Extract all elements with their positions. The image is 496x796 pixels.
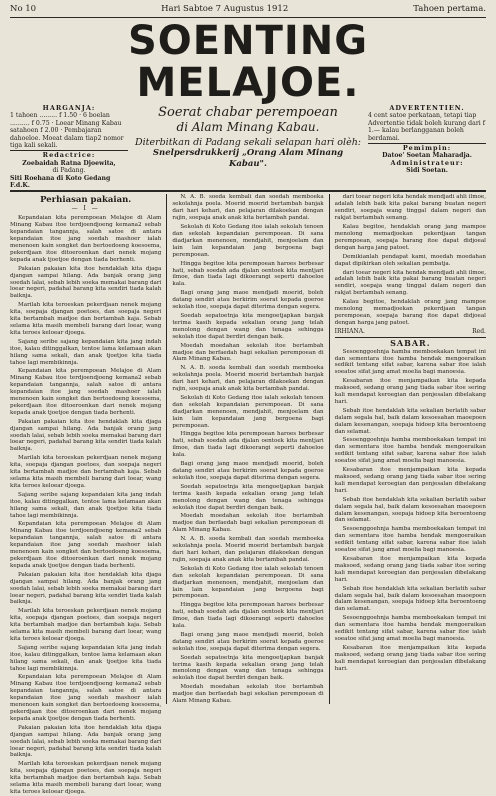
column-divider [166,194,167,704]
paragraph: Soedah sepatoetnja kita mengoetjapkan banjak terima kasih kepada sekalian orang jang telah menolong dengan wang dan tenaga sehingga sekolah itoe dapat berdiri dengan baik. [172,654,324,682]
paragraph: Marilah kita teroeskan pekerdjaan nenek mojang kita, soepaja djangan poetoes, dan soepaja negeri kita bertambah madjoe dan bertambah kaja. Sebab selama kita masih membeli barang dari loear, wang kita teroes keloear djoega. [10,455,162,489]
header-rule [10,190,486,192]
prices-title: HARGANJA: [42,104,96,112]
paragraph: Kepandaian kita perempoean Melajoe di Alam Minang Kabau itoe terdjoendjoeng kemana2 sebab kepandaian tangannja, salah satoe di antara kepandaian itoe jang soedah mashoer ialah menenoen kain songket dan bertoedoeng koesoema, pekerdjaan itoe ditoeroenkan dari nenek mojang kepada anak tjoetjoe dengan tiada berhenti. [10,215,162,263]
header-left [10,105,128,189]
paragraph: Sajang seribe sajang kepandaian kita jang indah itoe, kalau ditinggalkan, tentoe lama kelamaan akan hilang sama sekali, dan anak tjoetjoe kita tiada tahoe lagi membikinnja. [10,644,162,672]
paragraph: Bagi orang jang maoe mendjadi moerid, boleh datang sendiri atau berkirim soerat kepada goeroe sekolah itoe, soepaja dapat diterima dengan segera. [172,631,324,652]
paragraph: Sebab itoe hendaklah kita sekalian berlatih sabar dalam segala hal, baik dalam kesoesahan maoepoen dalam kesenangan, soepaja hidoep kita beroentoeng dan selamat. [334,407,486,435]
adv-title: ADVERTENTIEN. [389,104,465,112]
paragraph: Pakaian pakaian kita itoe hendaklah kita djaga djangan sampai hilang. Ada banjak orang jang soedah lalai, sebab lebih soeka memakai barang dari loear negeri, padahal barang kita sendiri tiada kalah baiknja. [10,418,162,453]
paragraph: Kepandaian kita perempoean Melajoe di Alam Minang Kabau itoe terdjoendjoeng kemana2 sebab kepandaian tangannja, salah satoe di antara kepandaian itoe jang soedah mashoer ialah menenoen kain songket dan bertoedoeng koesoema, pekerdjaan itoe ditoeroenkan dari nenek mojang kepada anak tjoetjoe dengan tiada berhenti. [10,521,162,569]
paragraph: Kepandaian kita perempoean Melajoe di Alam Minang Kabau itoe terdjoendjoeng kemana2 sebab kepandaian tangannja, salah satoe di antara kepandaian itoe jang soedah mashoer ialah menenoen kain songket dan bertoedoeng koesoema, pekerdjaan itoe ditoeroenkan dari nenek mojang kepada anak tjoetjoe dengan tiada berhenti. [10,368,162,416]
editor-name: Zoebaidah Ratna Djoewita, [22,159,116,167]
sabar-title: SABAR. [390,337,431,348]
column-divider [329,194,330,704]
paragraph: Bagi orang jang maoe mendjadi moerid, boleh datang sendiri atau berkirim soerat kepada goeroe sekolah itoe, soepaja dapat diterima dengan segera. [172,290,324,311]
paragraph: Hingga begitoe kita perempoean haroes berbesar hati, sebab soedah ada djalan oentoek kita mentjari ilmoe, dan tiada lagi dikoerangi seperti dahoeloe kala. [172,260,324,288]
paragraph: N. A. B. soeda kembali dan soedah memboeka sekolahnja poela. Moerid moerid bertambah banjak dari hari kehari, dan pelajaran dilakoekan dengan rajin, soepaja anak anak kita bertambah pandai. [172,194,324,222]
masthead-title: SOENTING MELAJOE. [127,18,369,106]
signature-author: IRHIANA. [334,327,365,335]
paragraph: Sesoenggoehnja hamba memboekakan tempat ini dan sementara itoe hamba hendak mengoeraikan sedikit tentang sifat sabar, karena sabar itoe ialah soeatoe sifat jang amat moelia bagi manoesia. [334,615,486,642]
admin-title: Administrateur: [390,158,464,167]
paragraph: Marilah kita teroeskan pekerdjaan nenek mojang kita, soepaja djangan poetoes, dan soepaja negeri kita bertambah madjoe dan bertambah kaja. Sebab selama kita masih membeli barang dari loear, wang kita teroes keloear djoega. [10,761,162,795]
paragraph: Sekolah di Koto Gedang itoe ialah sekolah tenoen dan sekolah kepandaian perempoean. Di sana diadjarkan menenoen, mendjahit, menjoelam dan lain lain kepandaian jang bergoena bagi perempoean. [172,565,324,600]
prices-text: 1 tahoen ......... f 1.50 · 6 boelan .......... f 0.75 · Loear Minang Kabau satahoen f 2.00 · Pembajaran dahoeloe. Moeat dalam tiap2 nomor tiga kali sekali. [10,112,124,150]
signature-red: Red. [472,327,486,335]
paragraph: Sesoenggoehnja hamba memboekakan tempat ini dan sementara itoe hamba hendak mengoeraikan sedikit tentang sifat sabar, karena sabar itoe ialah soeatoe sifat jang amat moelia bagi manoesia. [334,348,486,376]
header-middle [134,105,362,189]
paragraph: Pakaian pakaian kita itoe hendaklah kita djaga djangan sampai hilang. Ada banjak orang jang soedah lalai, sebab lebih soeka memakai barang dari loear negeri, padahal barang kita sendiri tiada kalah baiknja. [10,265,162,300]
paragraph: Kesabaran itoe menjampaikan kita kepada maksoed, sedang orang jang tiada sabar itoe sering kali mendapat keroegian dan penjesalan dibelakang hari. [334,378,486,405]
paragraph: Sekolah di Koto Gedang itoe ialah sekolah tenoen dan sekolah kepandaian perempoean. Di sana diadjarkan menenoen, mendjahit, menjoelam dan lain lain kepandaian jang bergoena bagi perempoean. [172,394,324,429]
leader-name: Datoe' Soetan Maharadja. [382,152,472,160]
header-block [10,105,486,189]
header-right [368,105,486,189]
paragraph: N. A. B. soeda kembali dan soedah memboeka sekolahnja poela. Moerid moerid bertambah banjak dari hari kehari, dan pelajaran dilakoekan dengan rajin, soepaja anak anak kita bertambah pandai. [172,365,324,393]
paragraph: Demikianlah pendapat kami, moedah moedahan dapat dipikirkan oleh sekalian pembatja. [334,253,486,267]
paragraph: dari toear negeri kita hendak mendjadi ahli ilmoe, adalah lebih baik kita pakai barang buatan negeri sendiri, soepaja wang tinggal dalam negeri dan rakjat bertambah senang. [334,269,486,297]
paragraph: Moedah moedahan sekolah itoe bertambah madjoe dan berfaedah bagi sekalian perempoean di Alam Minang Kabau. [172,513,324,534]
article-columns [10,194,486,795]
paragraph: Hingga begitoe kita perempoean haroes berbesar hati, sebab soedah ada djalan oentoek kita mentjari ilmoe, dan tiada lagi dikoerangi seperti dahoeloe kala. [172,602,324,630]
paragraph: Pakaian pakaian kita itoe hendaklah kita djaga djangan sampai hilang. Ada banjak orang jang soedah lalai, sebab lebih soeka memakai barang dari loear negeri, padahal barang kita sendiri tiada kalah baiknja. [10,571,162,606]
paragraph: Kesabaran itoe menjampaikan kita kepada maksoed, sedang orang jang tiada sabar itoe sering kali mendapat keroegian dan penjesalan dibelakang hari. [334,467,486,494]
subtitle-line-2: di Alam Minang Kabau. [176,120,320,134]
paragraph: dari toear negeri kita hendak mendjadi ahli ilmoe, adalah lebih baik kita pakai barang buatan negeri sendiri, soepaja wang tinggal dalam negeri dan rakjat bertambah senang. [334,194,486,222]
column-2 [172,194,323,704]
paragraph: Kepandaian kita perempoean Melajoe di Alam Minang Kabau itoe terdjoendjoeng kemana2 sebab kepandaian tangannja, salah satoe di antara kepandaian itoe jang soedah mashoer ialah menenoen kain songket dan bertoedoeng koesoema, pekerdjaan itoe ditoeroenkan dari nenek mojang kepada anak tjoetjoe dengan tiada berhenti. [10,674,162,722]
paragraph: Sebab itoe hendaklah kita sekalian berlatih sabar dalam segala hal, baik dalam kesoesahan maoepoen dalam kesenangan, soepaja hidoep kita beroentoeng dan selamat. [334,585,486,613]
signature-line [335,329,486,336]
admin-name: Sidi Soetan. [406,167,448,175]
paragraph: N. A. B. soeda kembali dan soedah memboeka sekolahnja poela. Moerid moerid bertambah banjak dari hari kehari, dan pelajaran dilakoekan dengan rajin, soepaja anak anak kita bertambah pandai. [172,536,324,563]
paragraph: Kalau begitoe, hendaklah orang jang mampoe menolong memadjoekan pekerdjaan tangan perempoean, soepaja barang itoe dapat didjoeal dengan harga jang patoet. [334,299,486,326]
paragraph: Sesoenggoehnja hamba memboekakan tempat ini dan sementara itoe hamba hendak mengoeraikan sedikit tentang sifat sabar, karena sabar itoe ialah soeatoe sifat jang amat moelia bagi manoesia. [334,526,486,554]
paragraph: Kalau begitoe, hendaklah orang jang mampoe menolong memadjoekan pekerdjaan tangan perempoean, soepaja barang itoe dapat didjoeal dengan harga jang patoet. [334,224,486,251]
paragraph: Soedah sepatoetnja kita mengoetjapkan banjak terima kasih kepada sekalian orang jang telah menolong dengan wang dan tenaga sehingga sekolah itoe dapat berdiri dengan baik. [172,312,324,340]
paragraph: Kesabaran itoe menjampaikan kita kepada maksoed, sedang orang jang tiada sabar itoe sering kali mendapat keroegian dan penjesalan dibelakang hari. [334,644,486,672]
adv-text: 4 cent satoe perkataan, tetapi tiap Advertentie tidak boleh kurang dari f 1.— kalau berlangganan boleh berdamai. [368,112,486,142]
paragraph: Sesoenggoehnja hamba memboekakan tempat ini dan sementara itoe hamba hendak mengoeraikan sedikit tentang sifat sabar, karena sabar itoe ialah soeatoe sifat jang amat moelia bagi manoesia. [334,437,486,465]
paragraph: Hingga begitoe kita perempoean haroes berbesar hati, sebab soedah ada djalan oentoek kita mentjari ilmoe, dan tiada lagi dikoerangi seperti dahoeloe kala. [172,431,324,459]
paragraph: Sajang seribe sajang kepandaian kita jang indah itoe, kalau ditinggalkan, tentoe lama kelamaan akan hilang sama sekali, dan anak tjoetjoe kita tiada tahoe lagi membikinnja. [10,338,162,366]
publisher-line: Diterbitkan di Padang sekali selapan hari olèh: [134,137,362,148]
paragraph: Moedah moedahan sekolah itoe bertambah madjoe dan berfaedah bagi sekalian perempoean di Alam Minang Kabau. [172,684,324,705]
paragraph: Soedah sepatoetnja kita mengoetjapkan banjak terima kasih kepada sekalian orang jang telah menolong dengan wang dan tenaga sehingga sekolah itoe dapat berdiri dengan baik. [172,483,324,511]
issue-line [10,4,486,16]
article-subtitle: — I — [71,205,100,213]
paragraph: Marilah kita teroeskan pekerdjaan nenek mojang kita, soepaja djangan poetoes, dan soepaja negeri kita bertambah madjoe dan bertambah kaja. Sebab selama kita masih membeli barang dari loear, wang kita teroes keloear djoega. [10,608,162,642]
editor-title: Redactrice: [42,151,96,160]
column-3 [335,194,486,704]
printer-name: Snelpersdrukkerij „Orang Alam Minang Kabau". [152,148,344,169]
article-title: Perhiasan pakaian. [40,195,132,206]
paragraph: Sebab itoe hendaklah kita sekalian berlatih sabar dalam segala hal, baik dalam kesoesahan maoepoen dalam kesenangan, soepaja hidoep kita beroentoeng dan selamat. [334,496,486,524]
subtitle-line-1: Soerat chabar perempoean [158,105,338,120]
paragraph: Pakaian pakaian kita itoe hendaklah kita djaga djangan sampai hilang. Ada banjak orang jang soedah lalai, sebab lebih soeka memakai barang dari loear negeri, padahal barang kita sendiri tiada kalah baiknja. [10,724,162,759]
paragraph: Kesabaran itoe menjampaikan kita kepada maksoed, sedang orang jang tiada sabar itoe sering kali mendapat keroegian dan penjesalan dibelakang hari. [334,555,486,583]
paragraph: Moedah moedahan sekolah itoe bertambah madjoe dan berfaedah bagi sekalian perempoean di Alam Minang Kabau. [172,342,324,363]
issue-year: Tahoen pertama. [413,4,486,14]
column-1 [10,194,162,795]
paragraph: Sekolah di Koto Gedang itoe ialah sekolah tenoen dan sekolah kepandaian perempoean. Di sana diadjarkan menenoen, mendjahit, menjoelam dan lain lain kepandaian jang bergoena bagi perempoean. [172,224,324,258]
editor-two: Siti Roehana di Koto Gedang F.d.K. [10,174,111,190]
paragraph: Marilah kita teroeskan pekerdjaan nenek mojang kita, soepaja djangan poetoes, dan soepaja negeri kita bertambah madjoe dan bertambah kaja. Sebab selama kita masih membeli barang dari loear, wang kita teroes keloear djoega. [10,302,162,336]
paragraph: Bagi orang jang maoe mendjadi moerid, boleh datang sendiri atau berkirim soerat kepada goeroe sekolah itoe, soepaja dapat diterima dengan segera. [172,461,324,481]
editor-place: di Padang. [52,167,86,175]
leader-title: Pemimpin: [402,144,452,153]
issue-number: No 10 [10,4,37,14]
issue-date: Hari Sabtoe 7 Augustus 1912 [161,4,289,14]
paragraph: Sajang seribe sajang kepandaian kita jang indah itoe, kalau ditinggalkan, tentoe lama kelamaan akan hilang sama sekali, dan anak tjoetjoe kita tiada tahoe lagi membikinnja. [10,491,162,519]
